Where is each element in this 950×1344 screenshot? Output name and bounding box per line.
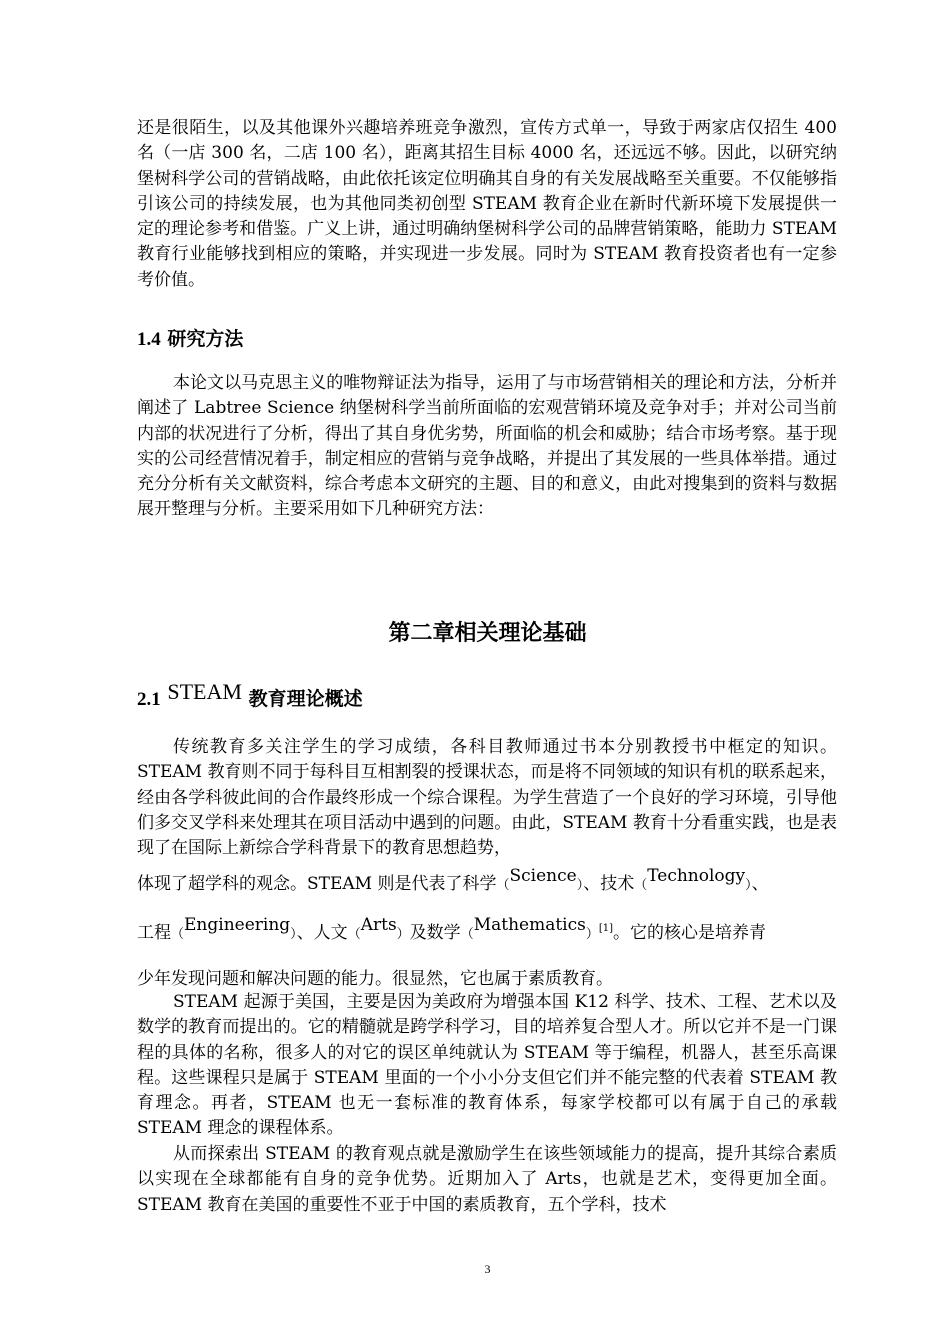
paragraph-continuation: 还是很陌生，以及其他课外兴趣培养班竞争激烈，宣传方式单一，导致于两家店仅招生 400 名（一店 300 名，二店 100 名），距离其招生目标 4000 名，还远远不够。因此，以研究纳堡树科学公司的营销战略，由此依托该定位明确其自身的有关发展战略至关重要。不仅能够指引该公司的持续发展，也为其他同类初创型 STEAM 教育企业在新时代新环境下发展提供一定的理论参考和借鉴。广义上讲，通过明确纳堡树科学公司的品牌营销策略，能助力 STEAM 教育行业能够找到相应的策略，并实现进一步发展。同时为 STEAM 教育投资者也有一定参考价值。 <box>137 118 837 290</box>
paren-close: ） <box>585 927 599 942</box>
paragraph-steam-views: 从而探索出 STEAM 的教育观点就是激励学生在该些领域能力的提高，提升其综合素质以实现在全球都能有自身的竞争优势。近期加入了 Arts，也就是艺术，变得更加全面。STEAM 教育在美国的重要性不亚于中国的素质教育，五个学科，技术 <box>137 1144 837 1215</box>
chapter-title: 第二章相关理论基础 <box>388 621 587 646</box>
paren-open: （ <box>171 927 185 942</box>
paragraph-research-methods: 本论文以马克思主义的唯物辩证法为指导，运用了与市场营销相关的理论和方法，分析并阐述了 Labtree Science 纳堡树科学当前所面临的宏观营销环境及竞争对手；并对公司当前内部的状况进行了分析，得出了其自身优劣势，所面临的机会和威胁；结合市场考察。基于现实的公司经营情况着手，制定相应的营销与竞争战略，并提出了其发展的一些具体举措。通过充分分析有关文献资料，综合考虑本文研究的主题、目的和意义，由此对搜集到的资料与数据展开整理与分析。主要采用如下几种研究方法： <box>137 373 837 520</box>
citation-marker: [1] <box>598 923 614 934</box>
text-line-terms-c: 少年发现问题和解决问题的能力。很显然，它也属于素质教育。 <box>137 969 613 989</box>
paragraph-steam-intro: 传统教育多关注学生的学习成绩，各科目教师通过书本分别教授书中框定的知识。STEAM 教育则不同于每科目互相割裂的授课状态，而是将不同领域的知识有机的联系起来，经由各学科彼此间的合作最终形成一个综合课程。为学生营造了一个良好的学习环境，引导他们多交叉学科来处理其在项目活动中遇到的问题。由此，STEAM 教育十分看重实践，也是表现了在国际上新综合学科背景下的教育思想趋势， <box>137 737 837 859</box>
paren-close: ） <box>745 878 752 893</box>
term-engineering: Engineering <box>184 915 291 935</box>
section-title-cn: 教育理论概述 <box>248 688 363 710</box>
section-heading-1-4 <box>137 324 243 351</box>
term-arts: Arts <box>360 915 397 935</box>
text-segment: 工程 <box>137 923 171 943</box>
section-title: 研究方法 <box>167 328 244 350</box>
term-mathematics: Mathematics <box>473 915 586 935</box>
paren-close: ） <box>396 927 410 942</box>
text-segment: 、技术 <box>583 874 635 894</box>
text-line-terms-a <box>137 866 837 894</box>
text-line-terms-b <box>137 915 837 943</box>
paragraph-steam-origin: STEAM 起源于美国，主要是因为美政府为增强本国 K12 科学、技术、工程、艺术以及数学的教育而提出的。它的精髓就是跨学科学习，目的培养复合型人才。所以它并不是一门课程的具体的名称，很多人的对它的误区单纯就认为 STEAM 等于编程，机器人，甚至乐高课程。这些课程只是属于 STEAM 里面的一个小小分支但它们并不能完整的代表着 STEAM 教育理念。再者，STEAM 也无一套标准的教育体系，每家学校都可以有属于自己的承载 STEAM 理念的课程体系。 <box>137 992 837 1139</box>
paren-close: ） <box>576 878 584 893</box>
section-title-en: STEAM <box>167 679 242 704</box>
paren-close: ） <box>290 927 297 942</box>
text-segment: 体现了超学科的观念。STEAM 则是代表了科学 <box>137 874 497 894</box>
text-segment: 、 <box>751 874 769 894</box>
paren-open: （ <box>460 927 474 942</box>
text-segment: 。它的核心是培养青 <box>613 923 767 943</box>
term-technology: Technology <box>647 866 746 886</box>
section-number: 2.1 <box>137 689 161 710</box>
section-number: 1.4 <box>137 329 161 350</box>
paren-open: （ <box>347 927 361 942</box>
term-science: Science <box>509 866 577 886</box>
paren-open: （ <box>496 878 510 893</box>
section-heading-2-1 <box>137 679 363 711</box>
text-segment: 及数学 <box>409 923 461 943</box>
page-number: 3 <box>484 1262 491 1276</box>
paren-open: （ <box>634 878 648 893</box>
text-segment: 、人文 <box>296 923 348 943</box>
